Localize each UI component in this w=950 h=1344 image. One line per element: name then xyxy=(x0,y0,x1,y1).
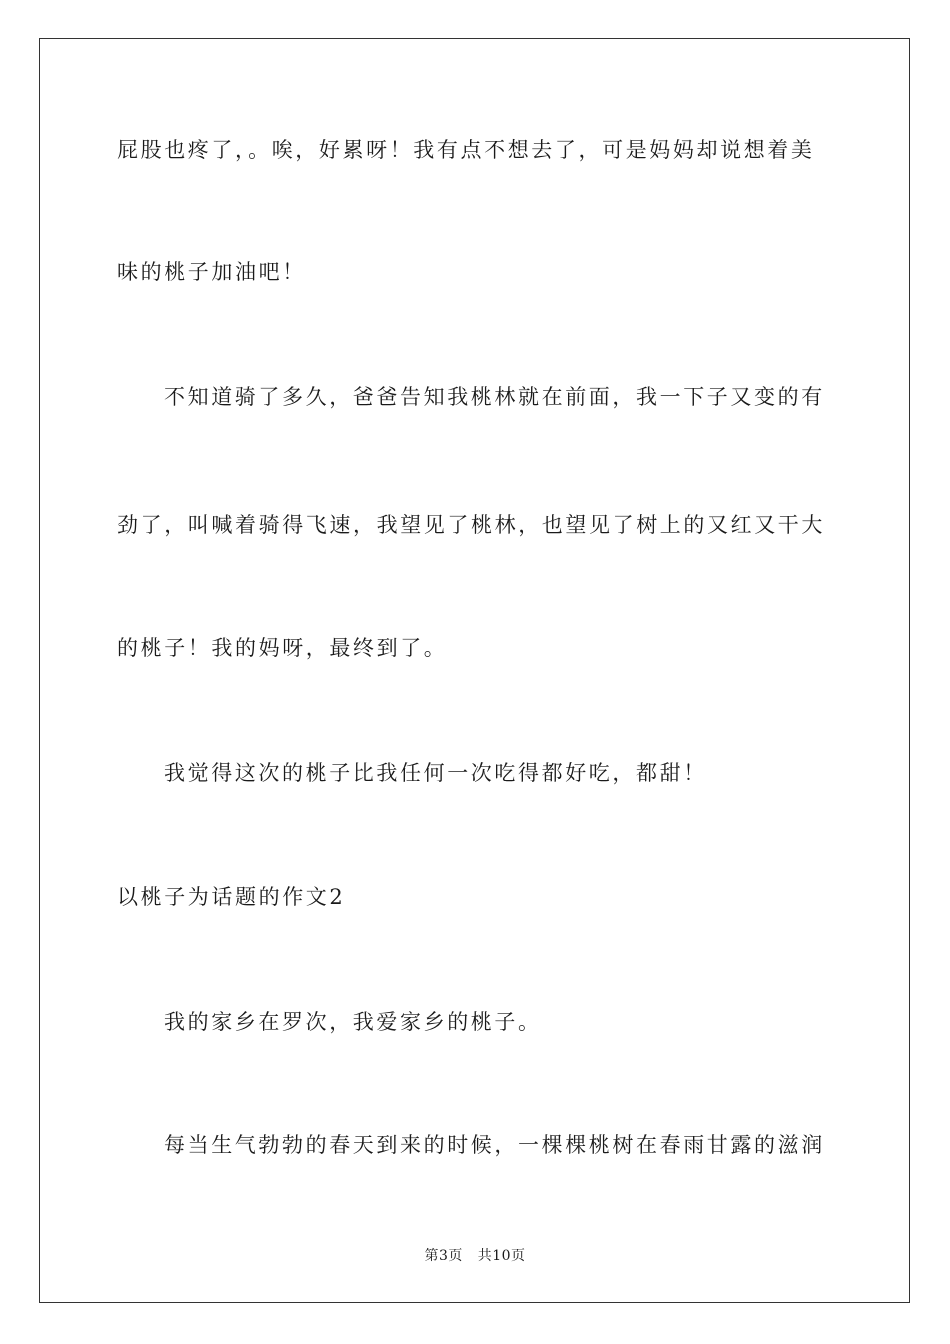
text-line-2: 味的桃子加油吧！ xyxy=(117,260,306,284)
text-line-1: 屁股也疼了，。唉，好累呀！我有点不想去了，可是妈妈却说想着美 xyxy=(117,138,815,162)
page-frame xyxy=(39,38,910,1303)
paragraph-line-6: 我觉得这次的桃子比我任何一次吃得都好吃，都甜！ xyxy=(164,761,707,785)
paragraph-line-3: 不知道骑了多久，爸爸告知我桃林就在前面，我一下子又变的有 xyxy=(164,385,825,409)
section-heading: 以桃子为话题的作文2 xyxy=(117,885,346,909)
paragraph-line-9: 每当生气勃勃的春天到来的时候，一棵棵桃树在春雨甘露的滋润 xyxy=(164,1133,825,1157)
text-line-5: 的桃子！我的妈呀，最终到了。 xyxy=(117,636,448,660)
paragraph-line-8: 我的家乡在罗次，我爱家乡的桃子。 xyxy=(164,1010,542,1034)
text-line-4: 劲了，叫喊着骑得飞速，我望见了桃林，也望见了树上的又红又干大 xyxy=(117,513,825,537)
page-footer: 第3页 共10页 xyxy=(424,1248,526,1264)
